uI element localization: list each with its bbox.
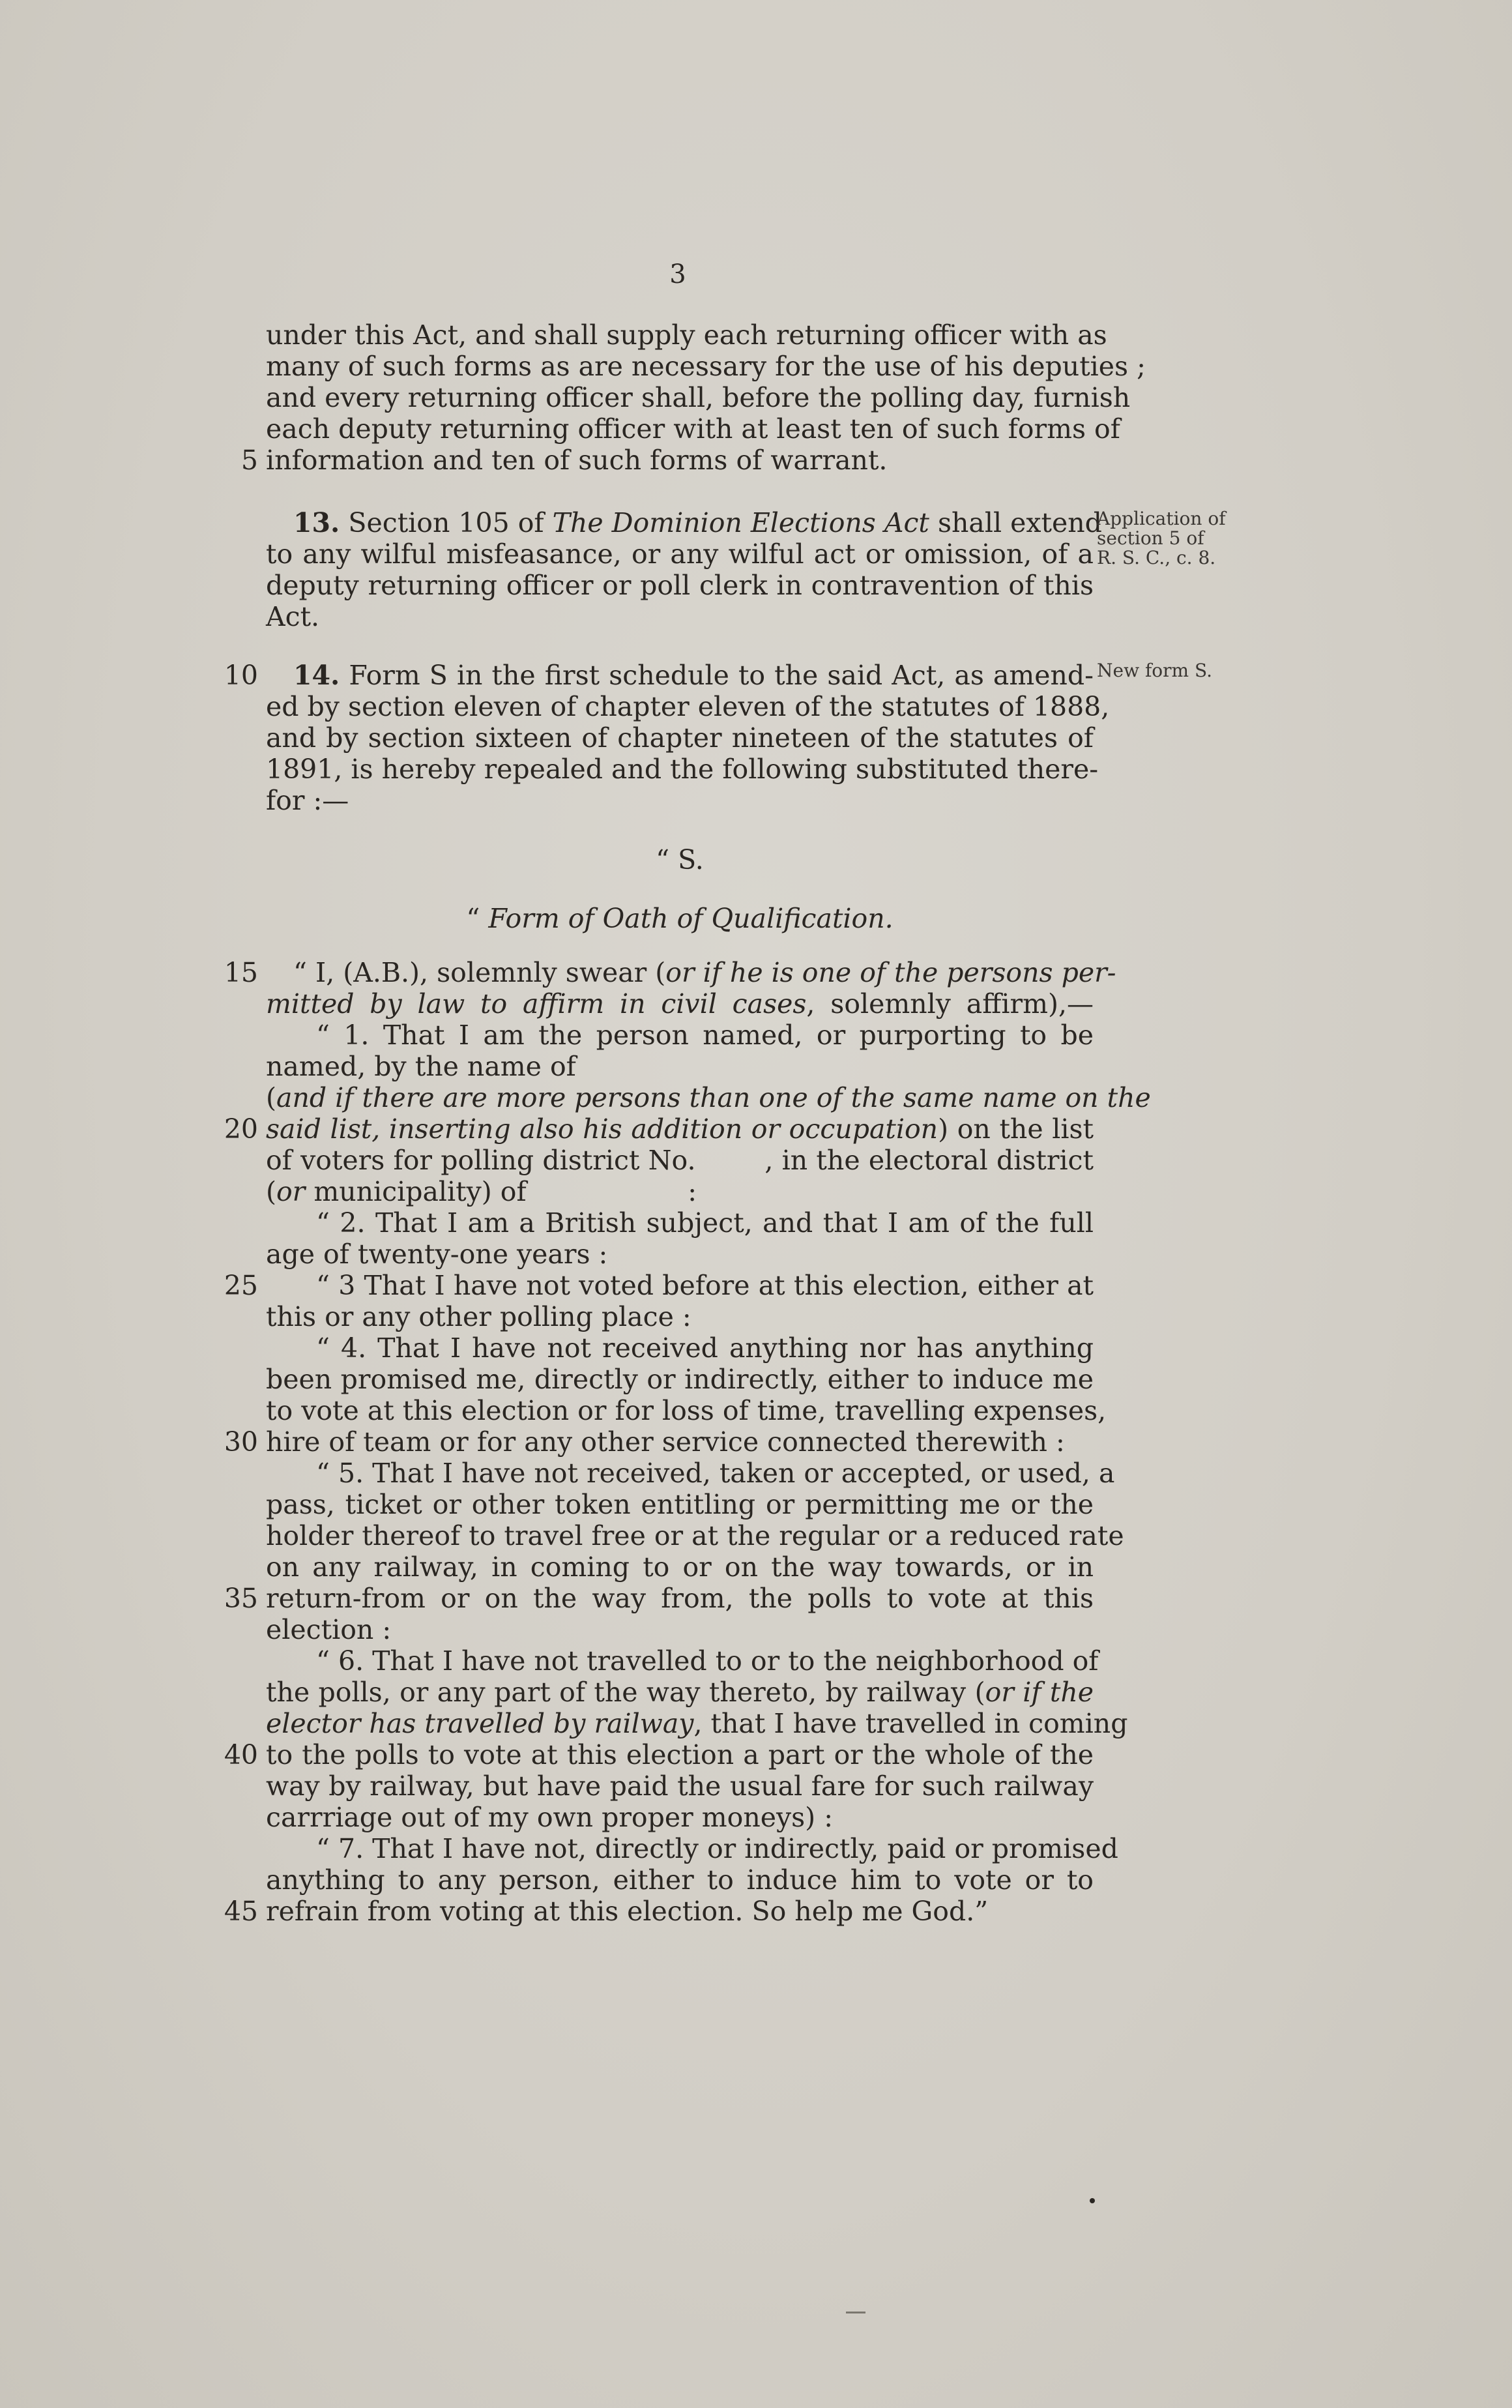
text-span: , that I have travelled in coming [693, 1708, 1128, 1739]
oath-line: to the polls to vote at this election a part or the whole of the [266, 1739, 1094, 1770]
oath-line: holder thereof to travel free or at the regular or a reduced rate [266, 1520, 1124, 1551]
oath-line [266, 988, 1094, 1020]
oath-line: way by railway, but have paid the usual fare for such railway [266, 1770, 1094, 1802]
section-number: 14. [293, 660, 340, 691]
oath-line [266, 1677, 1094, 1708]
page-speck [1090, 2198, 1095, 2203]
page-number: 3 [669, 259, 686, 289]
oath-line: “ 6. That I have not travelled to or to the neighborhood of [316, 1645, 1099, 1677]
text-line: ed by section eleven of chapter eleven of the statutes of 1888, [266, 691, 1110, 722]
text-line: information and ten of such forms of warrant. [266, 445, 888, 476]
italic-span: and if there are more persons than one of the same name on the [276, 1082, 1151, 1113]
oath-line: pass, ticket or other token entitling or permitting me or the [266, 1489, 1094, 1520]
line-number: 45 [224, 1896, 258, 1927]
oath-line: “ 7. That I have not, directly or indirectly, paid or promised [316, 1833, 1118, 1864]
form-heading: “ S. [656, 844, 704, 875]
text-span: ( [266, 1176, 276, 1207]
oath-line: to vote at this election or for loss of time, travelling expenses, [266, 1395, 1107, 1426]
oath-line: hire of team or for any other service connected therewith : [266, 1426, 1065, 1458]
line-number: 35 [224, 1583, 258, 1614]
text-span: ) on the list [938, 1113, 1094, 1145]
italic-span: or if he is one of the persons per- [665, 957, 1116, 988]
oath-line: refrain from voting at this election. So help me God.” [266, 1896, 989, 1927]
italic-span: or if the [985, 1677, 1094, 1708]
oath-line [266, 1176, 1094, 1207]
line-number: 40 [224, 1739, 258, 1770]
page-mark [846, 2312, 865, 2313]
text-line: to any wilful misfeasance, or any wilful act or omission, of a [266, 538, 1094, 570]
text-line: and by section sixteen of chapter nineteen of the statutes of [266, 722, 1094, 754]
text-line: under this Act, and shall supply each returning officer with as [266, 319, 1107, 351]
oath-line [266, 1082, 1151, 1113]
text-span: the polls, or any part of the way thereto, by railway ( [266, 1677, 985, 1708]
form-title [266, 903, 1094, 934]
line-number: 5 [240, 445, 258, 476]
text-span: , solemnly affirm),— [806, 988, 1094, 1020]
text-span: Form S in the first schedule to the said Act, as amend- [340, 660, 1094, 691]
text-span: shall extend [929, 507, 1102, 538]
oath-line [266, 1708, 1128, 1739]
section-number: 13. [293, 507, 340, 538]
oath-line: carrriage out of my own proper moneys) : [266, 1802, 834, 1833]
oath-line: return-from or on the way from, the polls to vote at this [266, 1583, 1094, 1614]
line-number: 10 [224, 660, 258, 691]
text-span: Section 105 of [340, 507, 553, 538]
text-line: deputy returning officer or poll clerk in contravention of this [266, 570, 1094, 601]
form-title-text: Form of Oath of Qualification. [488, 903, 894, 934]
oath-line: “ 5. That I have not received, taken or accepted, or used, a [316, 1458, 1115, 1489]
oath-line: age of twenty-one years : [266, 1239, 608, 1270]
section-14-line [293, 660, 1094, 691]
oath-line: “ 1. That I am the person named, or purporting to be [316, 1020, 1094, 1051]
text-line: for :— [266, 785, 349, 816]
text-span: “ I, (A.B.), solemnly swear ( [293, 957, 666, 988]
oath-line: on any railway, in coming to or on the way towards, or in [266, 1551, 1094, 1583]
text-line: many of such forms as are necessary for the use of his deputies ; [266, 351, 1146, 382]
oath-line [293, 957, 1116, 988]
oath-line: “ 4. That I have not received anything nor has anything [316, 1332, 1094, 1364]
italic-span: elector has travelled by railway [266, 1708, 694, 1739]
oath-line: named, by the name of [266, 1051, 576, 1082]
line-number: 30 [224, 1426, 258, 1458]
act-title: The Dominion Elections Act [552, 507, 929, 538]
section-13-line [293, 507, 1102, 538]
oath-line: “ 2. That I am a British subject, and that I am of the full [316, 1207, 1094, 1239]
oath-line: of voters for polling district No. , in the electoral district [266, 1145, 1094, 1176]
oath-line: election : [266, 1614, 392, 1645]
margin-note: R. S. C., c. 8. [1097, 547, 1216, 568]
italic-span: said list, inserting also his addition or occupation [266, 1113, 938, 1145]
oath-line: this or any other polling place : [266, 1301, 691, 1332]
text-line: Act. [266, 601, 320, 632]
text-line: 1891, is hereby repealed and the following substituted there- [266, 754, 1099, 785]
quote-mark: “ [466, 903, 489, 934]
oath-line: “ 3 That I have not voted before at this election, either at [316, 1270, 1094, 1301]
text-span: municipality) of : [305, 1176, 697, 1207]
oath-line: anything to any person, either to induce him to vote or to [266, 1864, 1094, 1896]
oath-line: been promised me, directly or indirectly, either to induce me [266, 1364, 1094, 1395]
text-span: ( [266, 1082, 276, 1113]
italic-span: mitted by law to affirm in civil cases [266, 988, 807, 1020]
italic-span: or [276, 1176, 306, 1207]
margin-note: Application of [1097, 508, 1226, 529]
line-number: 15 [224, 957, 258, 988]
line-number: 20 [224, 1113, 258, 1145]
line-number: 25 [224, 1270, 258, 1301]
oath-line [266, 1113, 1094, 1145]
text-line: each deputy returning officer with at least ten of such forms of [266, 413, 1120, 445]
text-line: and every returning officer shall, before the polling day, furnish [266, 382, 1131, 413]
margin-note: section 5 of [1097, 527, 1204, 549]
margin-note: New form S. [1097, 660, 1213, 681]
